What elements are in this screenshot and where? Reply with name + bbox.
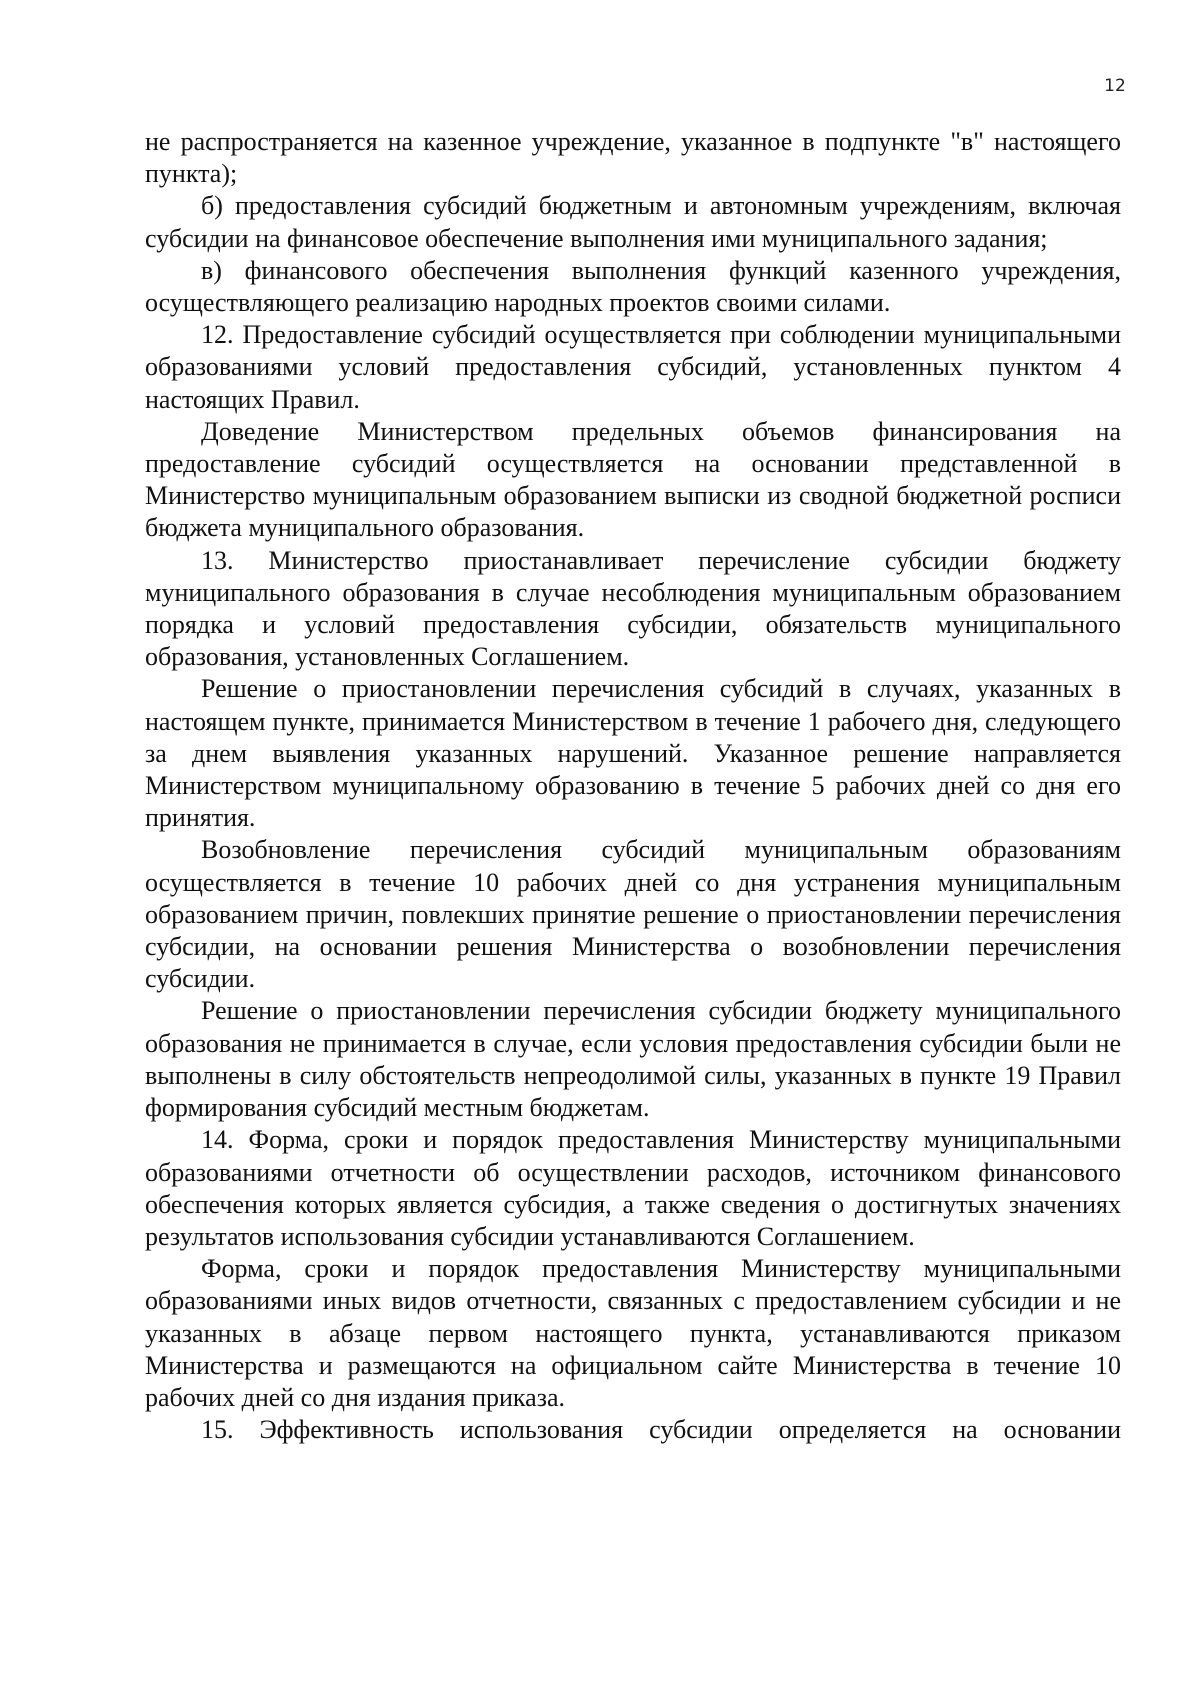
paragraph-item-12: 12. Предоставление субсидий осуществляется при соблюдении муниципальными образованиями условий предоставления субсидий, установленных пунктом 4 настоящих Правил.: [145, 320, 1121, 414]
paragraph-suspension-decision: Решение о приостановлении перечисления субсидий в случаях, указанных в настоящем пункте, принимается Министерством в течение 1 рабочего дня, следующего за днем выявления указанных нарушений. Указанное решение направляется Министерством муниципальному образованию в течение 5 рабочих дней со дня его принятия.: [145, 674, 1121, 833]
paragraph-resumption: Возобновление перечисления субсидий муниципальным образованиям осуществляется в течение 10 рабочих дней со дня устранения муниципальным образованием причин, повлекших принятие решение о приостановлении перечисления субсидии, на основании решения Министерства о возобновлении перечисления субсидии.: [145, 835, 1121, 994]
paragraph-item-13: 13. Министерство приостанавливает перечисление субсидии бюджету муниципального образования в случае несоблюдения муниципальным образованием порядка и условий предоставления субсидии, обязательств муниципального образования, установленных Соглашением.: [145, 545, 1121, 672]
paragraph-other-reporting: Форма, сроки и порядок предоставления Министерству муниципальными образованиями иных видов отчетности, связанных с предоставлением субсидии и не указанных в абзаце первом настоящего пункта, устанавливаются приказом Министерства и размещаются на официальном сайте Министерства в течение 10 рабочих дней со дня издания приказа.: [145, 1254, 1121, 1412]
paragraph-funding-limits: Доведение Министерством предельных объемов финансирования на предоставление субсидий осуществляется на основании представленной в Министерство муниципальным образованием выписки из сводной бюджетной росписи бюджета муниципального образования.: [145, 416, 1121, 543]
paragraph-continuation: не распространяется на казенное учреждение, указанное в подпункте "в" настоящего пункта);: [145, 127, 1121, 189]
paragraph-item-15: 15. Эффективность использования субсидии определяется на основании: [201, 1415, 1121, 1445]
page-number: 12: [1104, 76, 1126, 96]
paragraph-force-majeure: Решение о приостановлении перечисления субсидии бюджету муниципального образования не принимается в случае, если условия предоставления субсидии были не выполнены в силу обстоятельств непреодолимой силы, указанных в пункте 19 Правил формирования субсидий местным бюджетам.: [145, 996, 1121, 1123]
paragraph-subitem-b: б) предоставления субсидий бюджетным и автономным учреждениям, включая субсидии на финансовое обеспечение выполнения ими муниципального задания;: [145, 191, 1121, 253]
paragraph-subitem-v: в) финансового обеспечения выполнения функций казенного учреждения, осуществляющего реализацию народных проектов своими силами.: [145, 255, 1121, 318]
paragraph-item-14: 14. Форма, сроки и порядок предоставления Министерству муниципальными образованиями отчетности об осуществлении расходов, источником финансового обеспечения которых является субсидия, а также сведения о достигнутых значениях результатов использования субсидии устанавливаются Соглашением.: [145, 1125, 1121, 1251]
document-body: [145, 126, 1121, 1446]
